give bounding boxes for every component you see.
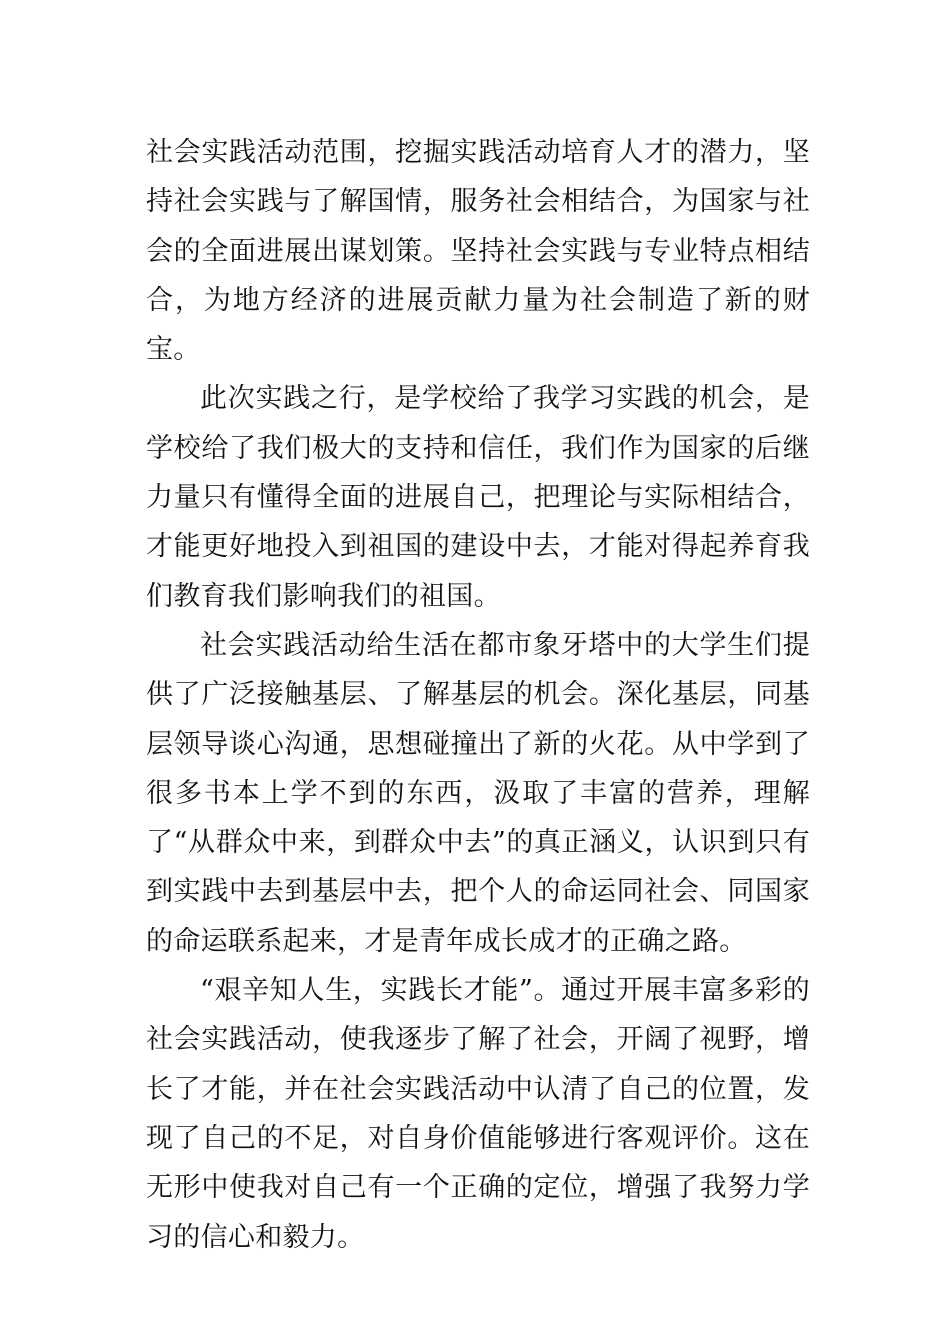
paragraph-3: 社会实践活动给生活在都市象牙塔中的大学生们提供了广泛接触基层、了解基层的机会。深化基层，同基层领导谈心沟通，思想碰撞出了新的火花。从中学到了很多书本上学不到的东西，汲取了丰富的营养，理解了“从群众中来，到群众中去”的真正涵义，认识到只有到实践中去到基层中去，把个人的命运同社会、同国家的命运联系起来，才是青年成长成才的正确之路。 [146, 629, 810, 957]
paragraph-4: “艰辛知人生，实践长才能”。通过开展丰富多彩的社会实践活动，使我逐步了解了社会，开阔了视野，增长了才能，并在社会实践活动中认清了自己的位置，发现了自己的不足，对自身价值能够进行客观评价。这在无形中使我对自己有一个正确的定位，增强了我努力学习的信心和毅力。 [146, 975, 810, 1253]
paragraph-2: 此次实践之行，是学校给了我学习实践的机会，是学校给了我们极大的支持和信任，我们作为国家的后继力量只有懂得全面的进展自己，把理论与实际相结合，才能更好地投入到祖国的建设中去，才能对得起养育我们教育我们影响我们的祖国。 [146, 383, 810, 612]
document-body [146, 128, 810, 1262]
paragraph-1: 社会实践活动范围，挖掘实践活动培育人才的潜力，坚持社会实践与了解国情，服务社会相结合，为国家与社会的全面进展出谋划策。坚持社会实践与专业特点相结合，为地方经济的进展贡献力量为社会制造了新的财宝。 [146, 137, 810, 366]
